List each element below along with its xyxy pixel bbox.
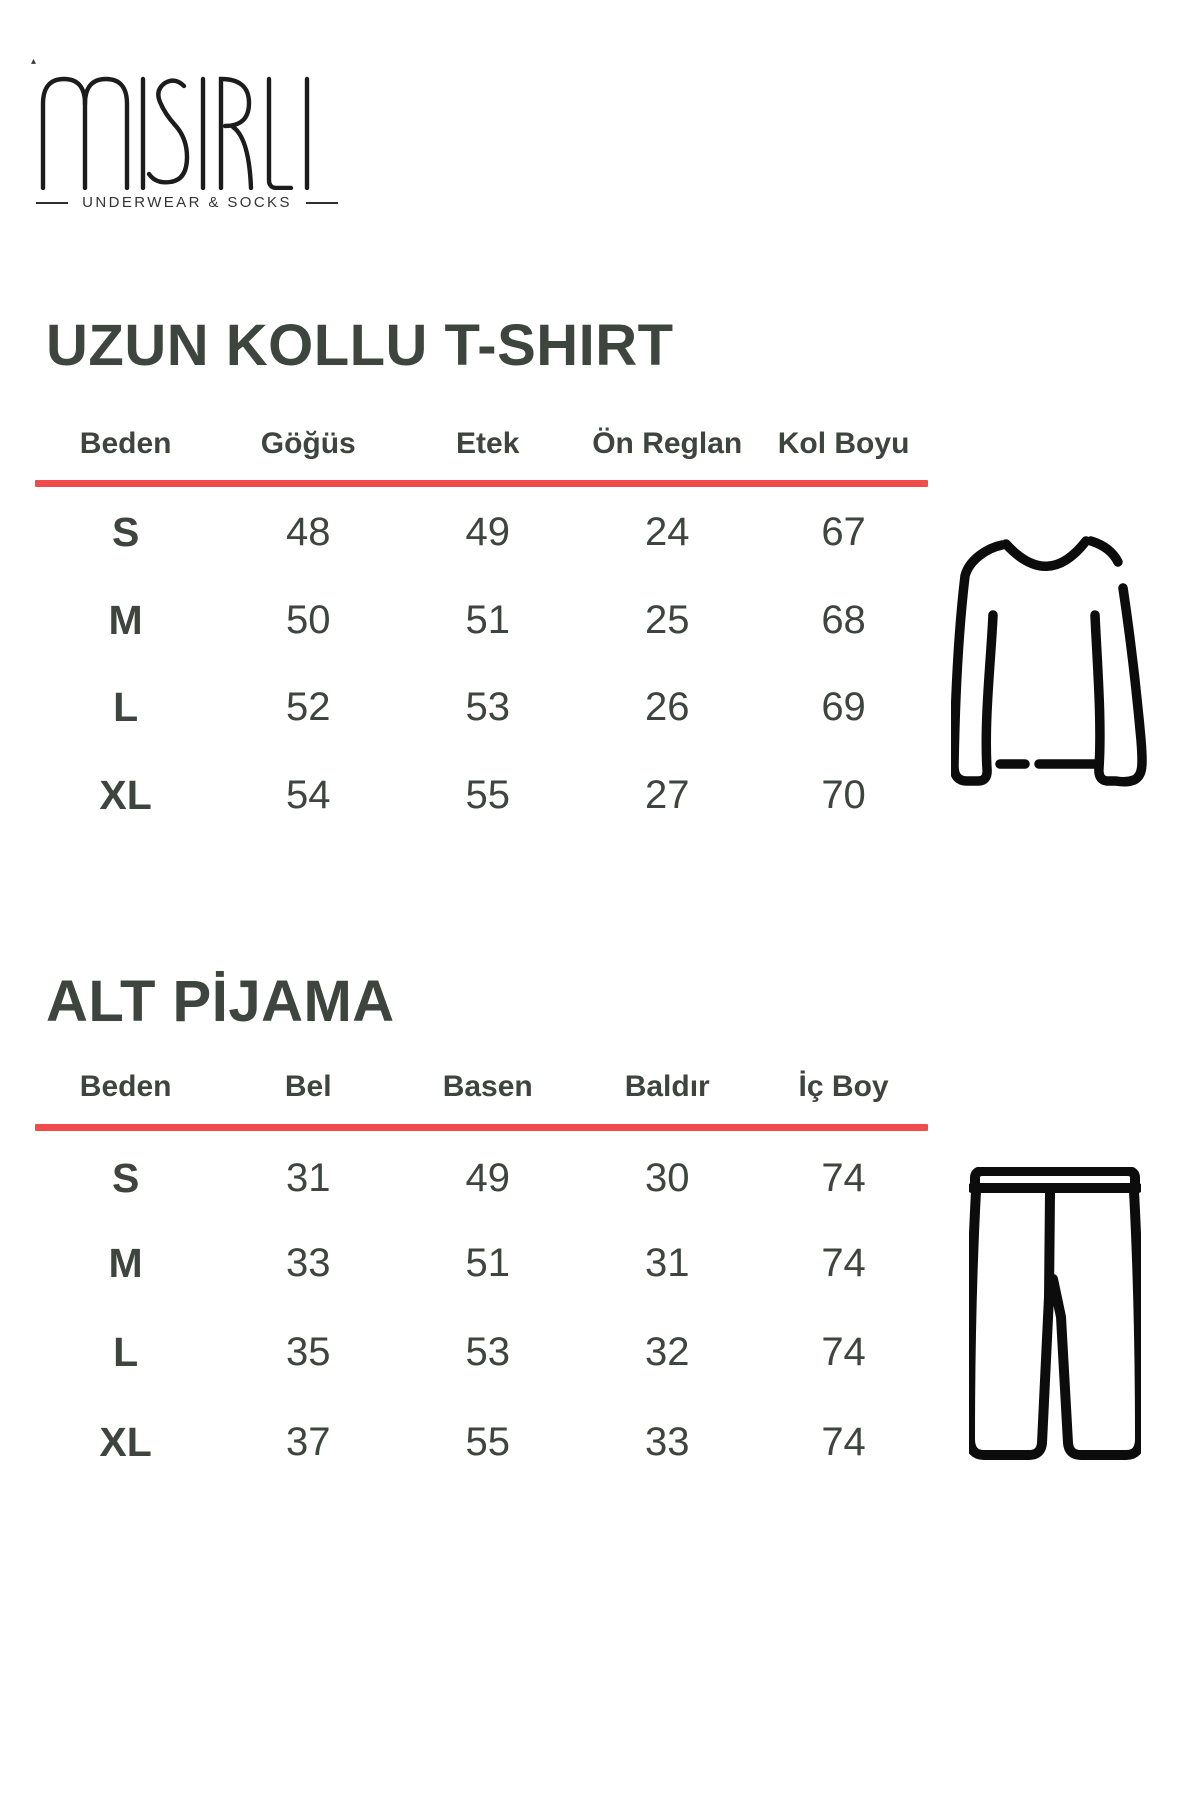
tshirt-row-s xyxy=(35,509,928,555)
long-sleeve-shirt-icon xyxy=(951,535,1149,787)
value-cell: 55 xyxy=(465,773,510,817)
column-header-beden: Beden xyxy=(79,427,172,460)
size-label: S xyxy=(111,1155,140,1201)
value-cell: 51 xyxy=(465,1241,510,1285)
pajama-row-l xyxy=(35,1329,928,1375)
pajama-row-m xyxy=(35,1240,928,1286)
column-header-bel: Bel xyxy=(284,1070,332,1103)
value-cell: 51 xyxy=(465,598,510,642)
value-cell: 74 xyxy=(821,1156,866,1200)
value-cell: 74 xyxy=(821,1420,866,1464)
value-cell: 55 xyxy=(465,1420,510,1464)
size-label: M xyxy=(108,597,143,643)
value-cell: 31 xyxy=(644,1241,690,1285)
value-cell: 53 xyxy=(465,685,510,729)
value-cell: 48 xyxy=(285,510,331,554)
value-cell: 50 xyxy=(285,598,331,642)
size-label: XL xyxy=(99,772,152,818)
size-label: L xyxy=(113,684,139,730)
pajama-pants-icon xyxy=(969,1167,1141,1463)
pajama-row-s xyxy=(35,1155,928,1201)
value-cell: 53 xyxy=(465,1330,510,1374)
value-cell: 54 xyxy=(285,773,331,817)
pajama-section-title: ALT PİJAMA xyxy=(46,969,395,1034)
value-cell: 69 xyxy=(821,685,866,729)
column-header-basen: Basen xyxy=(442,1070,533,1103)
size-label: S xyxy=(111,509,140,555)
column-header-etek: Etek xyxy=(456,427,520,460)
tshirt-table-header-row xyxy=(35,425,928,463)
tshirt-row-l xyxy=(35,684,928,730)
logo-tagline-row xyxy=(36,194,338,211)
column-header-beden: Beden xyxy=(79,1070,172,1103)
pajama-row-xl xyxy=(35,1419,928,1465)
size-label: L xyxy=(113,1329,139,1375)
tshirt-table-divider xyxy=(35,480,928,487)
pajama-table-header-row xyxy=(35,1068,928,1106)
value-cell: 67 xyxy=(821,510,866,554)
value-cell: 25 xyxy=(644,598,690,642)
value-cell: 68 xyxy=(821,598,866,642)
value-cell: 33 xyxy=(285,1241,331,1285)
value-cell: 74 xyxy=(821,1241,866,1285)
value-cell: 33 xyxy=(644,1420,690,1464)
tshirt-row-xl xyxy=(35,772,928,818)
value-cell: 27 xyxy=(644,773,690,817)
column-header-baldir: Baldır xyxy=(624,1070,710,1103)
pajama-table-divider xyxy=(35,1124,928,1131)
tagline-left-dash xyxy=(36,202,68,204)
value-cell: 52 xyxy=(285,685,331,729)
column-header-gogus: Göğüs xyxy=(260,427,356,460)
brand-logo-wordmark-icon xyxy=(36,72,338,190)
corner-mark: ▴ xyxy=(31,56,37,67)
value-cell: 49 xyxy=(465,1156,510,1200)
column-header-kol-boyu: Kol Boyu xyxy=(777,427,910,460)
tshirt-section-title: UZUN KOLLU T-SHIRT xyxy=(46,313,674,378)
column-header-on-reglan: Ön Reglan xyxy=(592,427,743,460)
value-cell: 32 xyxy=(644,1330,690,1374)
value-cell: 35 xyxy=(285,1330,331,1374)
logo-tagline: UNDERWEAR & SOCKS xyxy=(82,194,292,211)
tshirt-row-m xyxy=(35,597,928,643)
tagline-right-dash xyxy=(306,202,338,204)
value-cell: 26 xyxy=(644,685,690,729)
brand-logo xyxy=(36,72,338,211)
value-cell: 31 xyxy=(285,1156,331,1200)
value-cell: 37 xyxy=(285,1420,331,1464)
value-cell: 30 xyxy=(644,1156,690,1200)
value-cell: 24 xyxy=(644,510,690,554)
column-header-ic-boy: İç Boy xyxy=(798,1070,889,1103)
size-label: XL xyxy=(99,1419,152,1465)
value-cell: 74 xyxy=(821,1330,866,1374)
size-label: M xyxy=(108,1240,143,1286)
value-cell: 70 xyxy=(821,773,866,817)
value-cell: 49 xyxy=(465,510,510,554)
